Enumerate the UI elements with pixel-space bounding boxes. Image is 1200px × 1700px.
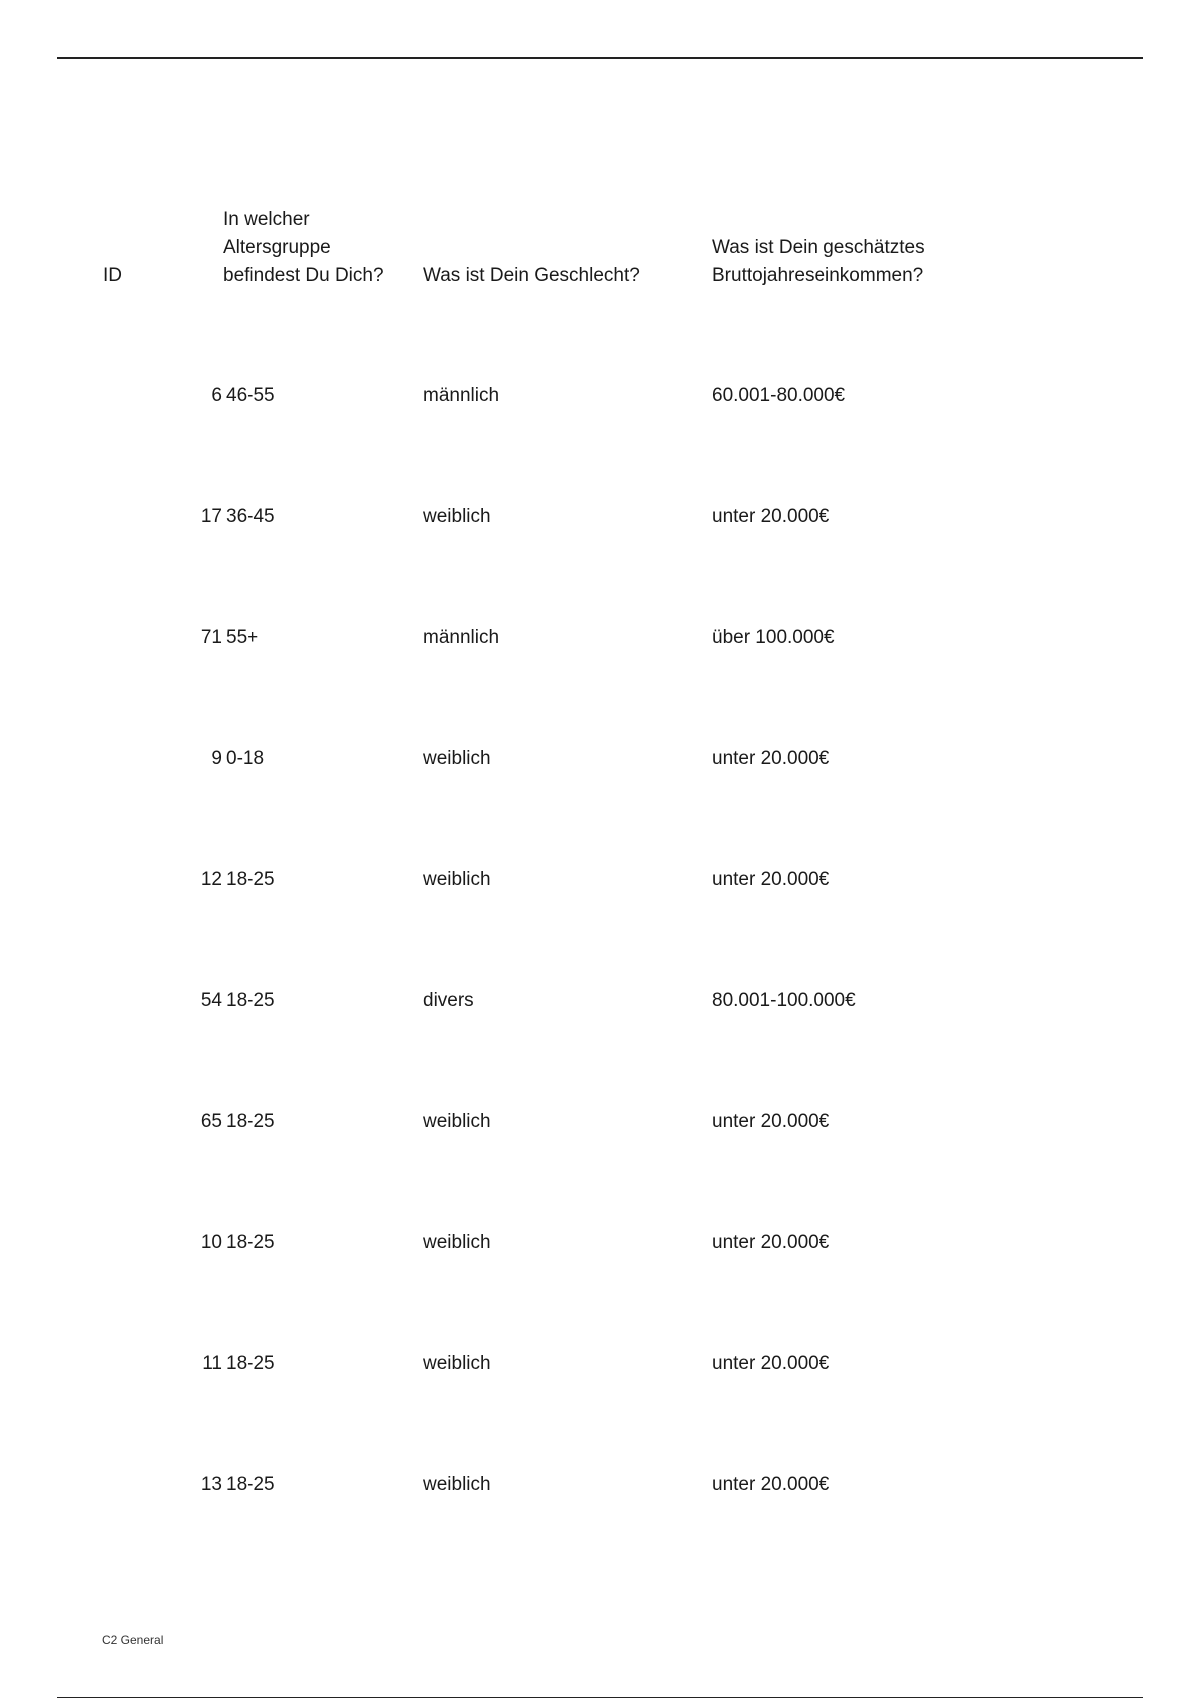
cell-age-group: 36-45	[226, 506, 275, 527]
cell-income: über 100.000€	[712, 627, 835, 648]
cell-age-group: 18-25	[226, 869, 275, 890]
cell-age-group: 55+	[226, 627, 259, 648]
cell-income: 80.001-100.000€	[712, 990, 856, 1011]
cell-id: 71	[200, 627, 222, 648]
cell-income: unter 20.000€	[712, 748, 830, 769]
cell-age-group: 0-18	[226, 748, 265, 769]
cell-age-group: 18-25	[226, 1353, 275, 1374]
cell-gender: weiblich	[423, 506, 491, 527]
cell-age-group: 18-25	[226, 1474, 275, 1495]
cell-gender: weiblich	[423, 869, 491, 890]
cell-gender: weiblich	[423, 1232, 491, 1253]
cell-age-group: 18-25	[226, 1111, 275, 1132]
top-rule	[57, 57, 1143, 59]
cell-gender: männlich	[423, 627, 500, 648]
bottom-rule	[57, 1697, 1143, 1698]
cell-id: 12	[200, 869, 222, 890]
cell-id: 9	[211, 748, 222, 769]
cell-income: 60.001-80.000€	[712, 385, 846, 406]
cell-income: unter 20.000€	[712, 1111, 830, 1132]
cell-income: unter 20.000€	[712, 1232, 830, 1253]
cell-gender: männlich	[423, 385, 500, 406]
cell-age-group: 18-25	[226, 990, 275, 1011]
cell-gender: weiblich	[423, 1353, 491, 1374]
header-id: ID	[103, 265, 122, 286]
cell-id: 17	[200, 506, 222, 527]
cell-gender: weiblich	[423, 1474, 491, 1495]
cell-gender: weiblich	[423, 748, 491, 769]
classification-label: C2 General	[102, 1633, 164, 1647]
cell-id: 10	[200, 1232, 222, 1253]
cell-income: unter 20.000€	[712, 1474, 830, 1495]
header-gender: Was ist Dein Geschlecht?	[423, 265, 640, 286]
cell-income: unter 20.000€	[712, 506, 830, 527]
header-income: Was ist Dein geschätztes Bruttojahreseinkommen?	[712, 237, 925, 286]
cell-id: 6	[211, 385, 222, 406]
cell-age-group: 46-55	[226, 385, 275, 406]
cell-income: unter 20.000€	[712, 869, 830, 890]
cell-id: 13	[200, 1474, 222, 1495]
cell-income: unter 20.000€	[712, 1353, 830, 1374]
cell-gender: divers	[423, 990, 474, 1011]
cell-id: 11	[202, 1353, 222, 1374]
cell-id: 65	[200, 1111, 222, 1132]
cell-gender: weiblich	[423, 1111, 491, 1132]
cell-id: 54	[200, 990, 222, 1011]
header-age-group: In welcher Altersgruppe befindest Du Dich?	[223, 209, 384, 286]
cell-age-group: 18-25	[226, 1232, 275, 1253]
